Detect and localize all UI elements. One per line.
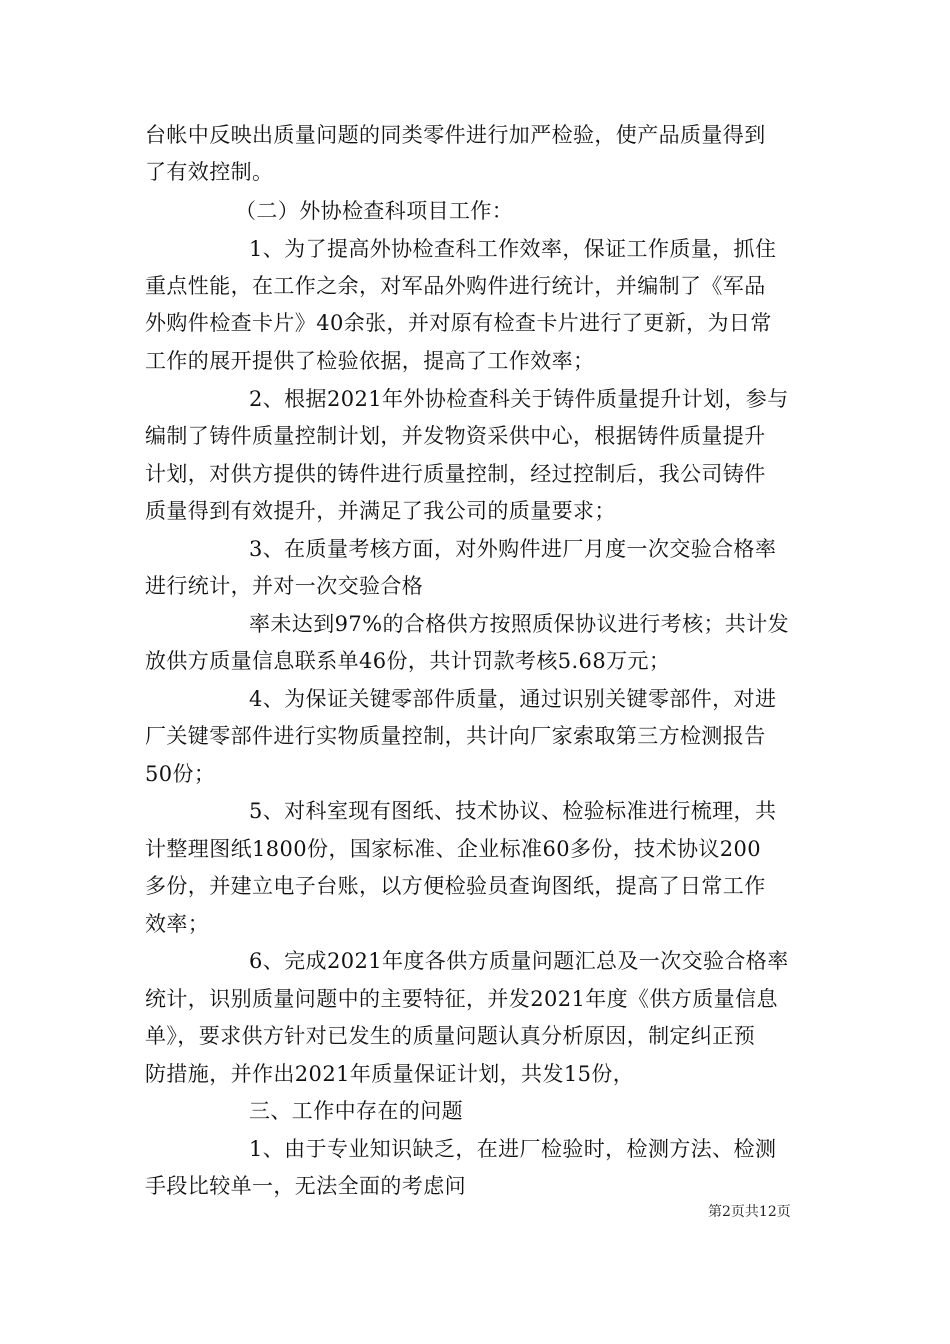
text-line: 台帐中反映出质量问题的同类零件进行加严检验，使产品质量得到 (145, 123, 766, 147)
text-line: 1、为了提高外协检查科工作效率，保证工作质量，抓住 (249, 237, 777, 261)
text-line: 重点性能，在工作之余，对军品外购件进行统计，并编制了《军品 (145, 274, 766, 298)
section-heading: 三、工作中存在的问题 (249, 1099, 463, 1123)
text-line: 50份； (145, 762, 216, 786)
text-line: 外购件检查卡片》40余张，并对原有检查卡片进行了更新，为日常 (145, 311, 772, 335)
text-line: 6、完成2021年度各供方质量问题汇总及一次交验合格率 (249, 949, 789, 973)
text-line: 了有效控制。 (145, 160, 274, 184)
text-line: 计划，对供方提供的铸件进行质量控制，经过控制后，我公司铸件 (145, 462, 766, 486)
text-line: 计整理图纸1800份，国家标准、企业标准60多份，技术协议200 (145, 837, 762, 861)
text-line: 5、对科室现有图纸、技术协议、检验标准进行梳理，共 (249, 799, 777, 823)
text-line: 效率； (145, 912, 210, 936)
text-line: 防措施，并作出2021年质量保证计划，共发15份， (145, 1062, 635, 1086)
text-line: 1、由于专业知识缺乏，在进厂检验时，检测方法、检测 (249, 1137, 777, 1161)
text-line: 工作的展开提供了检验依据，提高了工作效率； (145, 349, 595, 373)
text-line: 多份，并建立电子台账，以方便检验员查询图纸，提高了日常工作 (145, 874, 766, 898)
text-line: 4、为保证关键零部件质量，通过识别关键零部件，对进 (249, 687, 777, 711)
section-heading: （二）外协检查科项目工作： (235, 199, 514, 223)
text-line: 手段比较单一，无法全面的考虑问 (145, 1174, 466, 1198)
text-line: 单》，要求供方针对已发生的质量问题认真分析原因，制定纠正预 (145, 1024, 756, 1048)
text-line: 厂关键零部件进行实物质量控制，共计向厂家索取第三方检测报告 (145, 724, 766, 748)
text-line: 编制了铸件质量控制计划，并发物资采供中心，根据铸件质量提升 (145, 424, 766, 448)
page-number: 第2页共12页 (708, 1204, 791, 1220)
text-line: 3、在质量考核方面，对外购件进厂月度一次交验合格率 (249, 537, 777, 561)
text-line: 质量得到有效提升，并满足了我公司的质量要求； (145, 499, 616, 523)
text-line: 2、根据2021年外协检查科关于铸件质量提升计划，参与 (249, 387, 789, 411)
text-line: 率未达到97%的合格供方按照质保协议进行考核；共计发 (249, 612, 790, 636)
text-line: 进行统计，并对一次交验合格 (145, 574, 424, 598)
text-line: 放供方质量信息联系单46份，共计罚款考核5.68万元； (145, 649, 671, 673)
text-line: 统计，识别质量问题中的主要特征，并发2021年度《供方质量信息 (145, 987, 778, 1011)
